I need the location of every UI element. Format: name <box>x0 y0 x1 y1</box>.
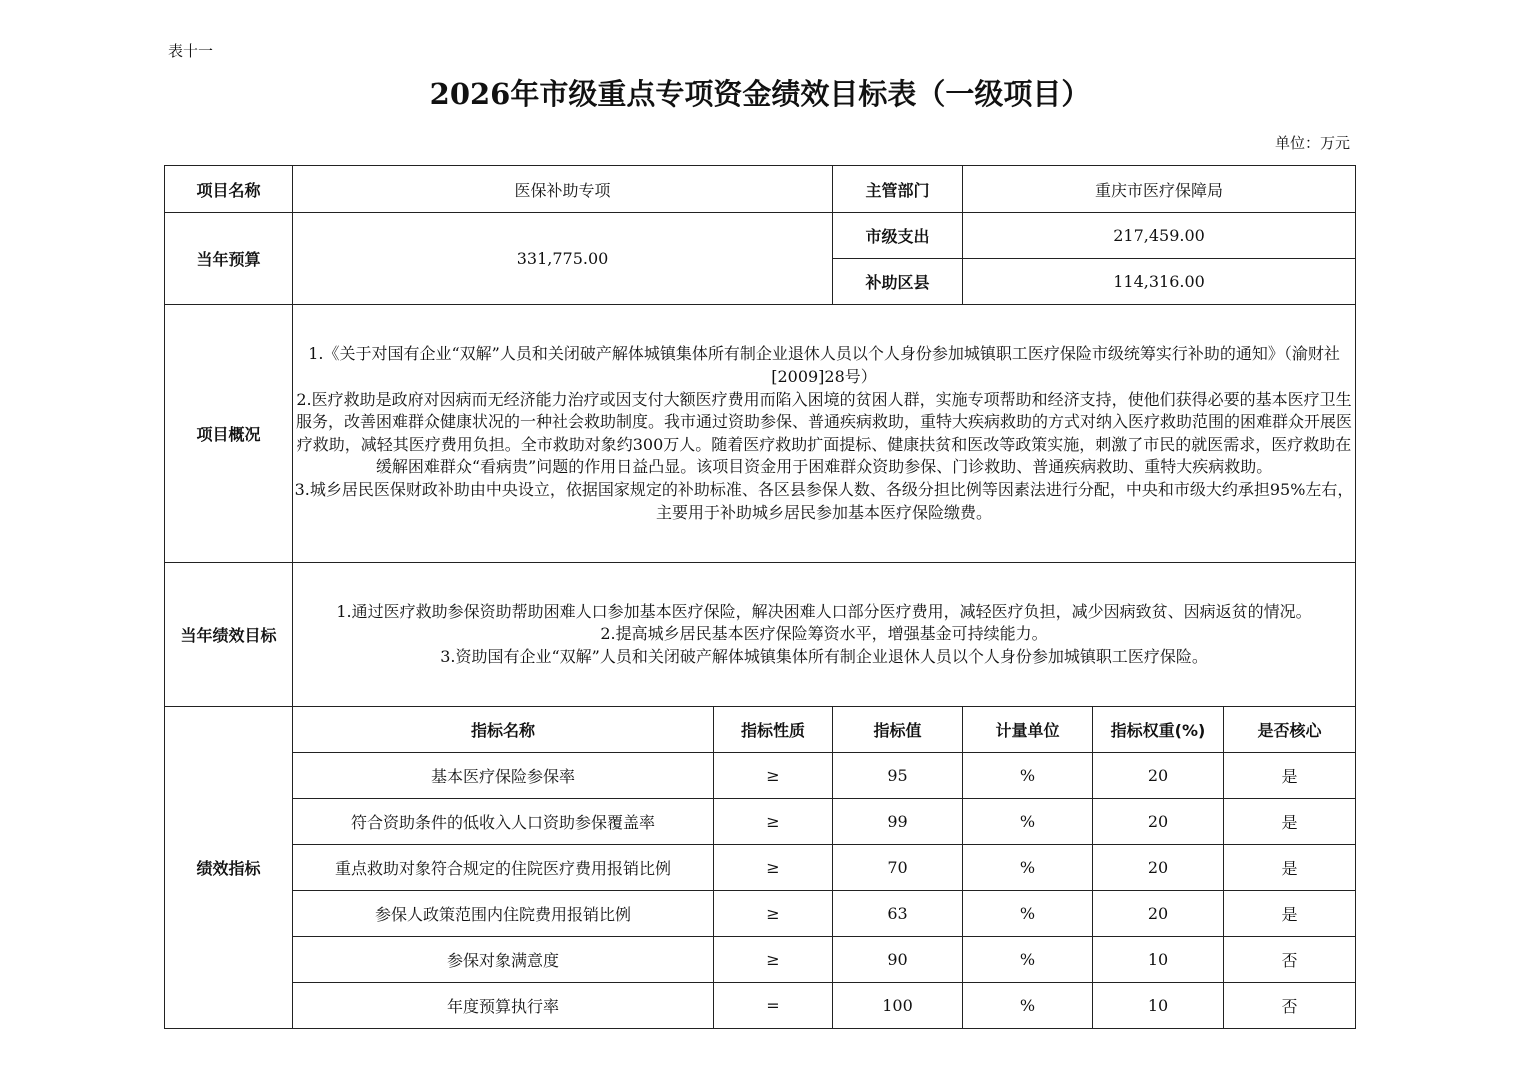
budget-label: 当年预算 <box>165 213 293 305</box>
indicator-core-cell: 是 <box>1224 752 1356 798</box>
table-row <box>165 890 1356 936</box>
table-row <box>165 752 1356 798</box>
header-indicator-value: 指标值 <box>833 706 963 752</box>
county-subsidy-value: 114,316.00 <box>963 259 1356 305</box>
indicator-name-cell: 参保人政策范围内住院费用报销比例 <box>293 890 714 936</box>
indicator-unit-cell: % <box>963 890 1093 936</box>
header-indicator-name: 指标名称 <box>293 706 714 752</box>
indicator-header-row <box>165 706 1356 752</box>
indicator-weight-cell: 20 <box>1093 844 1224 890</box>
overview-paragraph: 3.城乡居民医保财政补助由中央设立，依据国家规定的补助标准、各区县参保人数、各级分担比例等因素法进行分配，中央和市级大约承担95%左右，主要用于补助城乡居民参加基本医疗保险缴费。 <box>294 479 1354 522</box>
header-weight: 指标权重(%) <box>1093 706 1224 752</box>
page-title: 2026年市级重点专项资金绩效目标表（一级项目） <box>429 77 1091 111</box>
department-value: 重庆市医疗保障局 <box>963 166 1356 213</box>
goals-paragraph: 3.资助国有企业“双解”人员和关闭破产解体城镇集体所有制企业退休人员以个人身份参加城镇职工医疗保险。 <box>440 646 1208 666</box>
indicator-name-cell: 年度预算执行率 <box>293 982 714 1028</box>
header-unit: 计量单位 <box>963 706 1093 752</box>
indicator-weight-cell: 10 <box>1093 982 1224 1028</box>
table-number: 表十一 <box>168 42 214 60</box>
goals-row <box>165 563 1356 706</box>
indicator-value-cell: 90 <box>833 936 963 982</box>
overview-text <box>293 305 1356 563</box>
indicator-unit-cell: % <box>963 798 1093 844</box>
goals-paragraph: 1.通过医疗救助参保资助帮助困难人口参加基本医疗保险，解决困难人口部分医疗费用，减轻医疗负担，减少因病致贫、因病返贫的情况。 <box>336 601 1312 621</box>
table-row <box>165 844 1356 890</box>
goals-label: 当年绩效目标 <box>165 563 293 706</box>
indicator-value-cell: 63 <box>833 890 963 936</box>
indicator-unit-cell: % <box>963 936 1093 982</box>
indicator-nature-cell: ≥ <box>714 798 833 844</box>
goals-text <box>293 563 1356 706</box>
indicator-core-cell: 否 <box>1224 982 1356 1028</box>
department-label: 主管部门 <box>833 166 963 213</box>
table-row <box>165 982 1356 1028</box>
indicator-weight-cell: 20 <box>1093 890 1224 936</box>
indicator-name-cell: 符合资助条件的低收入人口资助参保覆盖率 <box>293 798 714 844</box>
indicator-core-cell: 否 <box>1224 936 1356 982</box>
city-spend-value: 217,459.00 <box>963 213 1356 259</box>
indicator-nature-cell: = <box>714 982 833 1028</box>
indicators-label: 绩效指标 <box>165 706 293 1028</box>
city-spend-label: 市级支出 <box>833 213 963 259</box>
indicator-name-cell: 重点救助对象符合规定的住院医疗费用报销比例 <box>293 844 714 890</box>
budget-value: 331,775.00 <box>293 213 833 305</box>
indicator-name-cell: 参保对象满意度 <box>293 936 714 982</box>
indicator-nature-cell: ≥ <box>714 890 833 936</box>
indicator-core-cell: 是 <box>1224 844 1356 890</box>
county-subsidy-label: 补助区县 <box>833 259 963 305</box>
overview-row <box>165 305 1356 563</box>
indicator-value-cell: 70 <box>833 844 963 890</box>
indicator-value-cell: 95 <box>833 752 963 798</box>
indicator-unit-cell: % <box>963 844 1093 890</box>
performance-table <box>164 165 1356 1029</box>
table-row <box>165 798 1356 844</box>
indicator-unit-cell: % <box>963 752 1093 798</box>
overview-label: 项目概况 <box>165 305 293 563</box>
goals-paragraph: 2.提高城乡居民基本医疗保险筹资水平，增强基金可持续能力。 <box>600 624 1048 644</box>
indicator-weight-cell: 20 <box>1093 798 1224 844</box>
indicator-nature-cell: ≥ <box>714 936 833 982</box>
indicator-nature-cell: ≥ <box>714 752 833 798</box>
project-name-value: 医保补助专项 <box>293 166 833 213</box>
budget-row <box>165 213 1356 259</box>
indicator-core-cell: 是 <box>1224 798 1356 844</box>
indicator-value-cell: 99 <box>833 798 963 844</box>
table-row <box>165 936 1356 982</box>
indicator-value-cell: 100 <box>833 982 963 1028</box>
header-core: 是否核心 <box>1224 706 1356 752</box>
indicator-unit-cell: % <box>963 982 1093 1028</box>
indicator-name-cell: 基本医疗保险参保率 <box>293 752 714 798</box>
indicator-weight-cell: 10 <box>1093 936 1224 982</box>
overview-paragraph: 2.医疗救助是政府对因病而无经济能力治疗或因支付大额医疗费用而陷入困境的贫困人群，实施专项帮助和经济支持，使他们获得必要的基本医疗卫生服务，改善困难群众健康状况的一种社会救助制度。我市通过资助参保、普通疾病救助，重特大疾病救助的方式对纳入医疗救助范围的困难群众开展医疗救助，减轻其医疗费用负担。全市救助对象约300万人。随着医疗救助扩面提标、健康扶贫和医改等政策实施，刺激了市民的就医需求，医疗救助在缓解困难群众“看病贵”问题的作用日益凸显。该项目资金用于困难群众资助参保、门诊救助、普通疾病救助、重特大疾病救助。 <box>296 389 1353 477</box>
indicator-weight-cell: 20 <box>1093 752 1224 798</box>
indicator-core-cell: 是 <box>1224 890 1356 936</box>
project-name-row <box>165 166 1356 213</box>
header-indicator-nature: 指标性质 <box>714 706 833 752</box>
indicator-nature-cell: ≥ <box>714 844 833 890</box>
project-name-label: 项目名称 <box>165 166 293 213</box>
unit-label: 单位：万元 <box>1274 134 1350 152</box>
overview-paragraph: 1.《关于对国有企业“双解”人员和关闭破产解体城镇集体所有制企业退休人员以个人身份参加城镇职工医疗保险市级统筹实行补助的通知》（渝财社[2009]28号） <box>308 344 1340 386</box>
